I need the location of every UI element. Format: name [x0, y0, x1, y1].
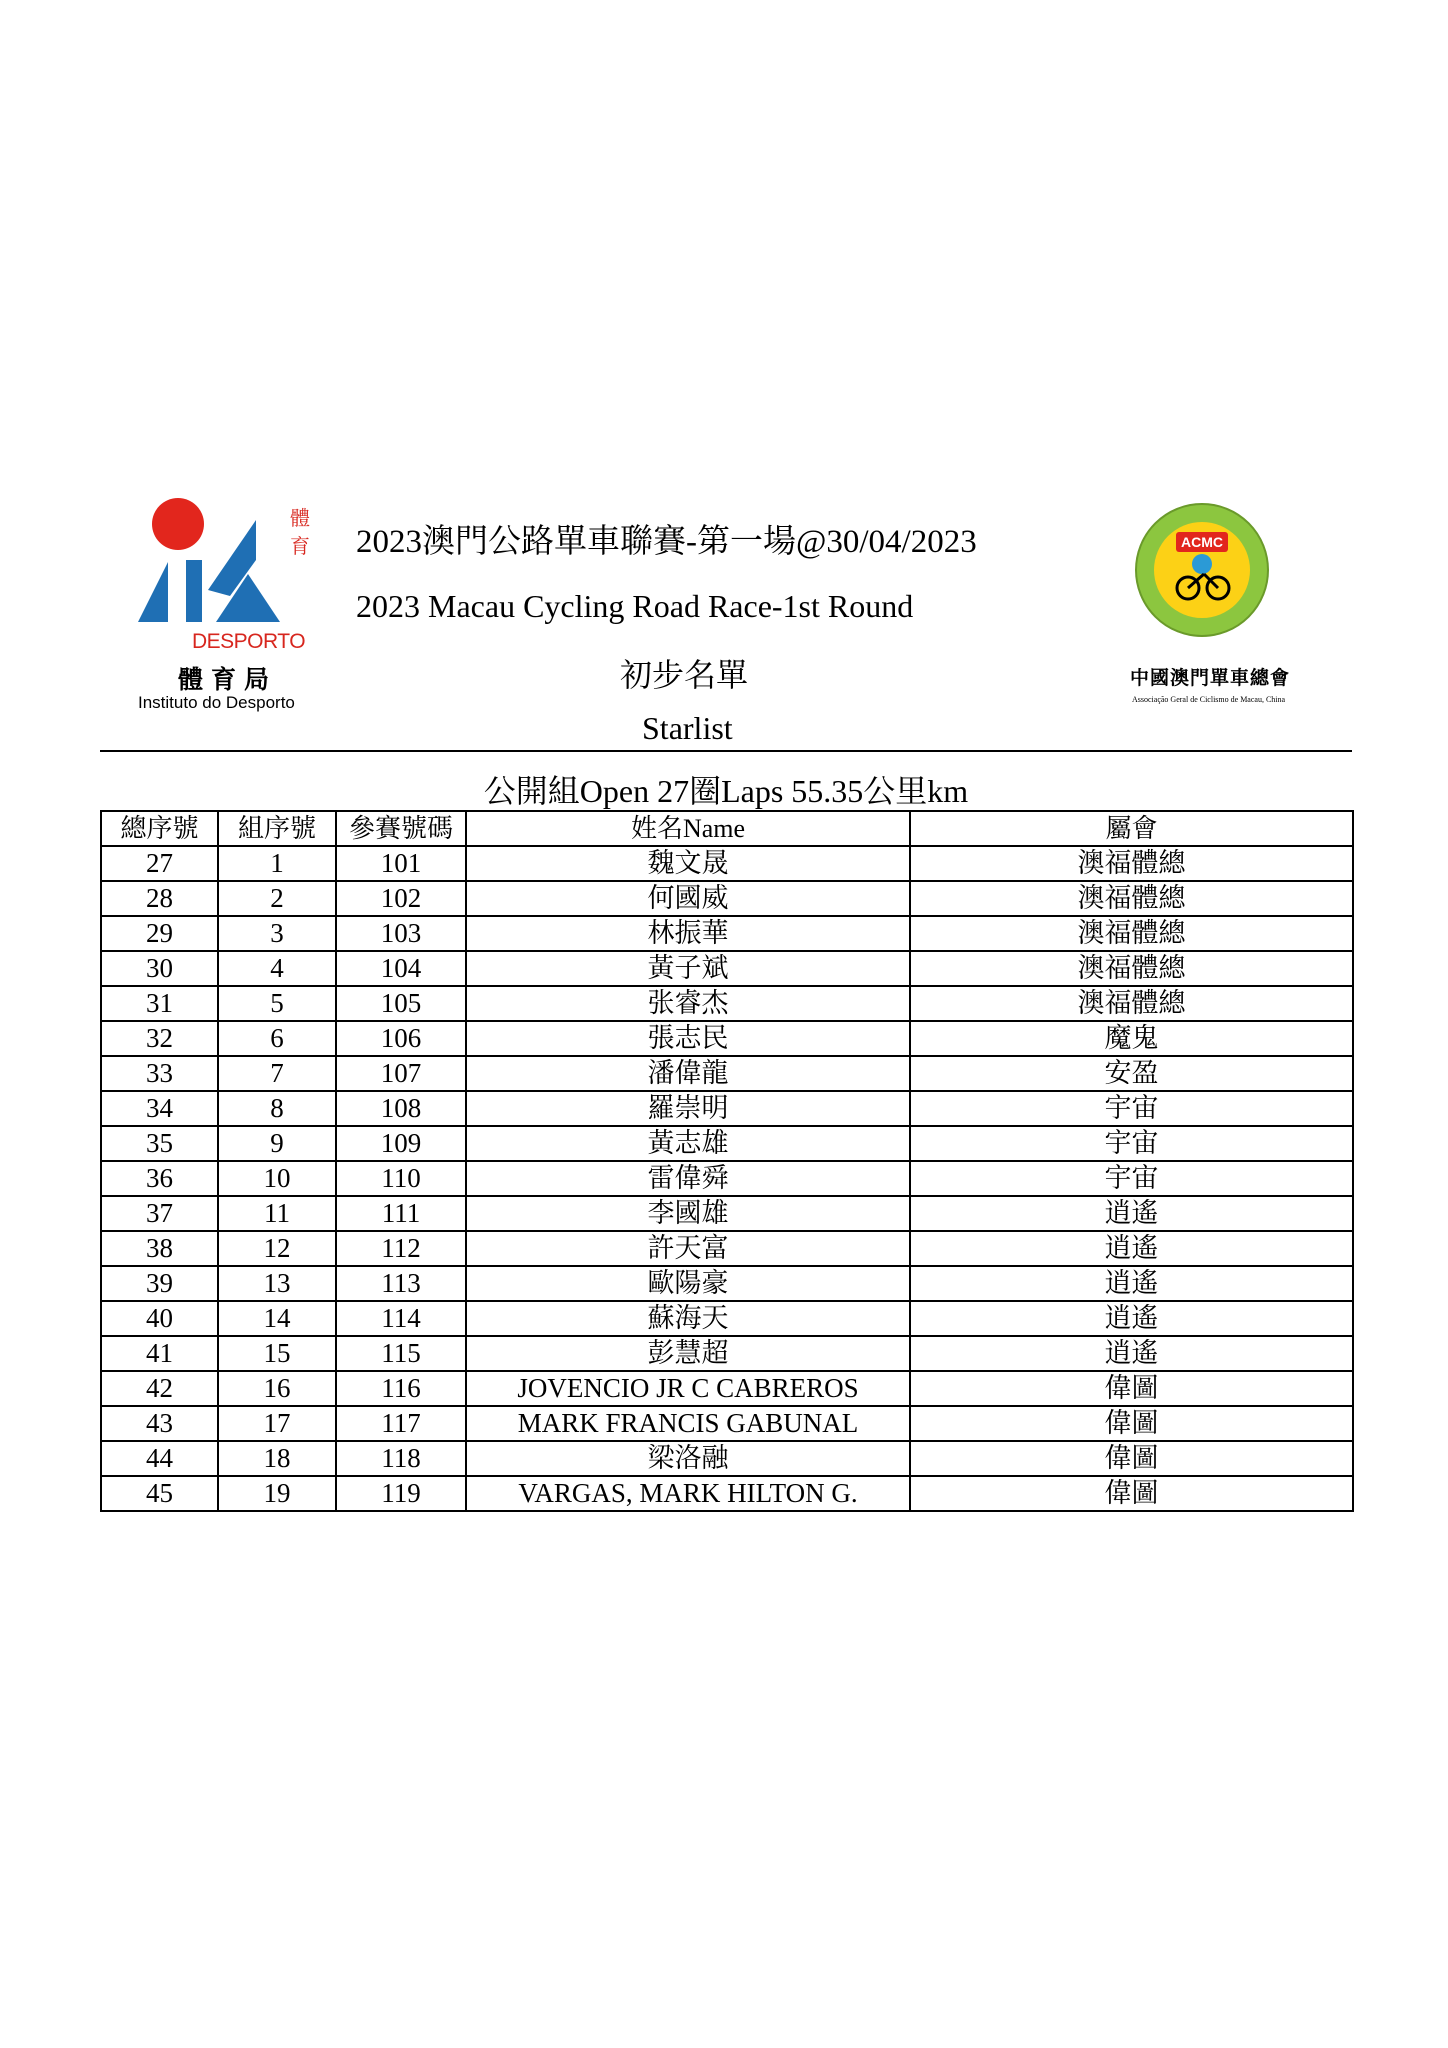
name-cell: 何國威	[466, 881, 910, 916]
page-title-en: 2023 Macau Cycling Road Race-1st Round	[356, 588, 914, 624]
side-char-2: 育	[290, 534, 310, 558]
club-cell: 澳福體總	[910, 916, 1353, 951]
name-cell: 雷偉舜	[466, 1161, 910, 1196]
bib-no-cell: 106	[336, 1021, 466, 1056]
name-cell: VARGAS, MARK HILTON G.	[466, 1476, 910, 1511]
group-no-cell: 2	[218, 881, 336, 916]
club-cell: 澳福體總	[910, 846, 1353, 881]
column-header-club: 屬會	[910, 811, 1353, 846]
club-cell: 澳福體總	[910, 951, 1353, 986]
acmc-logo	[1110, 488, 1320, 708]
table-row	[101, 881, 1353, 916]
table-row	[101, 951, 1353, 986]
table-row	[101, 1091, 1353, 1126]
overall-no-cell: 36	[101, 1161, 218, 1196]
bib-no-cell: 102	[336, 881, 466, 916]
desporto-brand: DESPORTO	[192, 630, 306, 653]
table-row	[101, 1196, 1353, 1231]
bib-no-cell: 103	[336, 916, 466, 951]
name-cell: 梁洛融	[466, 1441, 910, 1476]
group-no-cell: 12	[218, 1231, 336, 1266]
name-cell: 歐陽豪	[466, 1266, 910, 1301]
bib-no-cell: 114	[336, 1301, 466, 1336]
name-cell: 許天富	[466, 1231, 910, 1266]
group-no-cell: 6	[218, 1021, 336, 1056]
overall-no-cell: 37	[101, 1196, 218, 1231]
bib-no-cell: 111	[336, 1196, 466, 1231]
name-cell: 潘偉龍	[466, 1056, 910, 1091]
club-cell: 魔鬼	[910, 1021, 1353, 1056]
table-row	[101, 1056, 1353, 1091]
club-cell: 宇宙	[910, 1091, 1353, 1126]
club-cell: 澳福體總	[910, 881, 1353, 916]
name-cell: 張志民	[466, 1021, 910, 1056]
name-cell: 蘇海天	[466, 1301, 910, 1336]
bib-no-cell: 117	[336, 1406, 466, 1441]
column-header-name: 姓名Name	[466, 811, 910, 846]
overall-no-cell: 27	[101, 846, 218, 881]
overall-no-cell: 28	[101, 881, 218, 916]
name-cell: 黃志雄	[466, 1126, 910, 1161]
bib-no-cell: 113	[336, 1266, 466, 1301]
table-row	[101, 1161, 1353, 1196]
name-cell: JOVENCIO JR C CABREROS	[466, 1371, 910, 1406]
table-row	[101, 1266, 1353, 1301]
bib-no-cell: 116	[336, 1371, 466, 1406]
header-divider	[100, 750, 1352, 752]
overall-no-cell: 43	[101, 1406, 218, 1441]
table-row	[101, 1371, 1353, 1406]
acmc-emblem-icon	[1132, 488, 1312, 658]
overall-no-cell: 42	[101, 1371, 218, 1406]
group-title: 公開組Open 27圈Laps 55.35公里km	[483, 773, 969, 809]
table-row	[101, 1441, 1353, 1476]
column-header-overall-no: 總序號	[101, 811, 218, 846]
table-row	[101, 1336, 1353, 1371]
acmc-name-cn: 中國澳門單車總會	[1130, 667, 1291, 689]
table-row	[101, 916, 1353, 951]
page-title-cn: 2023澳門公路單車聯賽-第一場@30/04/2023	[356, 524, 977, 560]
table-row	[101, 1126, 1353, 1161]
group-no-cell: 11	[218, 1196, 336, 1231]
bib-no-cell: 109	[336, 1126, 466, 1161]
subtitle-en: Starlist	[642, 710, 733, 746]
column-header-group-no: 組序號	[218, 811, 336, 846]
club-cell: 逍遙	[910, 1266, 1353, 1301]
table-header-row	[101, 811, 1353, 846]
desporto-side-text	[290, 504, 314, 560]
name-cell: 林振華	[466, 916, 910, 951]
overall-no-cell: 39	[101, 1266, 218, 1301]
club-cell: 安盈	[910, 1056, 1353, 1091]
table-row	[101, 1406, 1353, 1441]
club-cell: 偉圖	[910, 1371, 1353, 1406]
overall-no-cell: 29	[101, 916, 218, 951]
club-cell: 逍遙	[910, 1196, 1353, 1231]
overall-no-cell: 34	[101, 1091, 218, 1126]
overall-no-cell: 40	[101, 1301, 218, 1336]
table-row	[101, 1301, 1353, 1336]
desporto-name-cn: 體育局	[178, 665, 278, 694]
desporto-logo	[130, 490, 330, 710]
group-no-cell: 17	[218, 1406, 336, 1441]
name-cell: 李國雄	[466, 1196, 910, 1231]
bib-no-cell: 112	[336, 1231, 466, 1266]
startlist-table	[100, 810, 1354, 1512]
table-row	[101, 1231, 1353, 1266]
group-no-cell: 10	[218, 1161, 336, 1196]
acmc-badge-text: ACMC	[1181, 534, 1223, 550]
subtitle-cn: 初步名單	[620, 657, 749, 693]
club-cell: 宇宙	[910, 1126, 1353, 1161]
table-row	[101, 986, 1353, 1021]
group-no-cell: 3	[218, 916, 336, 951]
club-cell: 宇宙	[910, 1161, 1353, 1196]
table-row	[101, 1476, 1353, 1511]
table-row	[101, 846, 1353, 881]
group-no-cell: 7	[218, 1056, 336, 1091]
club-cell: 逍遙	[910, 1336, 1353, 1371]
overall-no-cell: 32	[101, 1021, 218, 1056]
overall-no-cell: 35	[101, 1126, 218, 1161]
club-cell: 逍遙	[910, 1301, 1353, 1336]
name-cell: 羅崇明	[466, 1091, 910, 1126]
bib-no-cell: 115	[336, 1336, 466, 1371]
group-no-cell: 1	[218, 846, 336, 881]
overall-no-cell: 38	[101, 1231, 218, 1266]
group-no-cell: 13	[218, 1266, 336, 1301]
group-no-cell: 16	[218, 1371, 336, 1406]
group-no-cell: 15	[218, 1336, 336, 1371]
name-cell: 魏文晟	[466, 846, 910, 881]
group-no-cell: 5	[218, 986, 336, 1021]
overall-no-cell: 44	[101, 1441, 218, 1476]
table-body	[101, 846, 1353, 1511]
overall-no-cell: 41	[101, 1336, 218, 1371]
bib-no-cell: 108	[336, 1091, 466, 1126]
desporto-emblem-icon	[138, 490, 298, 630]
group-no-cell: 19	[218, 1476, 336, 1511]
club-cell: 逍遙	[910, 1231, 1353, 1266]
group-no-cell: 8	[218, 1091, 336, 1126]
bib-no-cell: 105	[336, 986, 466, 1021]
overall-no-cell: 31	[101, 986, 218, 1021]
side-char-1: 體	[290, 506, 310, 530]
overall-no-cell: 33	[101, 1056, 218, 1091]
bib-no-cell: 101	[336, 846, 466, 881]
bib-no-cell: 118	[336, 1441, 466, 1476]
name-cell: MARK FRANCIS GABUNAL	[466, 1406, 910, 1441]
club-cell: 偉圖	[910, 1441, 1353, 1476]
name-cell: 黃子斌	[466, 951, 910, 986]
club-cell: 偉圖	[910, 1476, 1353, 1511]
table-row	[101, 1021, 1353, 1056]
bib-no-cell: 110	[336, 1161, 466, 1196]
name-cell: 张睿杰	[466, 986, 910, 1021]
overall-no-cell: 30	[101, 951, 218, 986]
bib-no-cell: 107	[336, 1056, 466, 1091]
club-cell: 澳福體總	[910, 986, 1353, 1021]
name-cell: 彭慧超	[466, 1336, 910, 1371]
column-header-bib-no: 參賽號碼	[336, 811, 466, 846]
group-no-cell: 9	[218, 1126, 336, 1161]
bib-no-cell: 104	[336, 951, 466, 986]
club-cell: 偉圖	[910, 1406, 1353, 1441]
desporto-name-pt: Instituto do Desporto	[138, 693, 295, 712]
acmc-name-pt: Associação Geral de Ciclismo de Macau, China	[1132, 695, 1286, 704]
group-no-cell: 4	[218, 951, 336, 986]
group-no-cell: 18	[218, 1441, 336, 1476]
bib-no-cell: 119	[336, 1476, 466, 1511]
group-no-cell: 14	[218, 1301, 336, 1336]
overall-no-cell: 45	[101, 1476, 218, 1511]
